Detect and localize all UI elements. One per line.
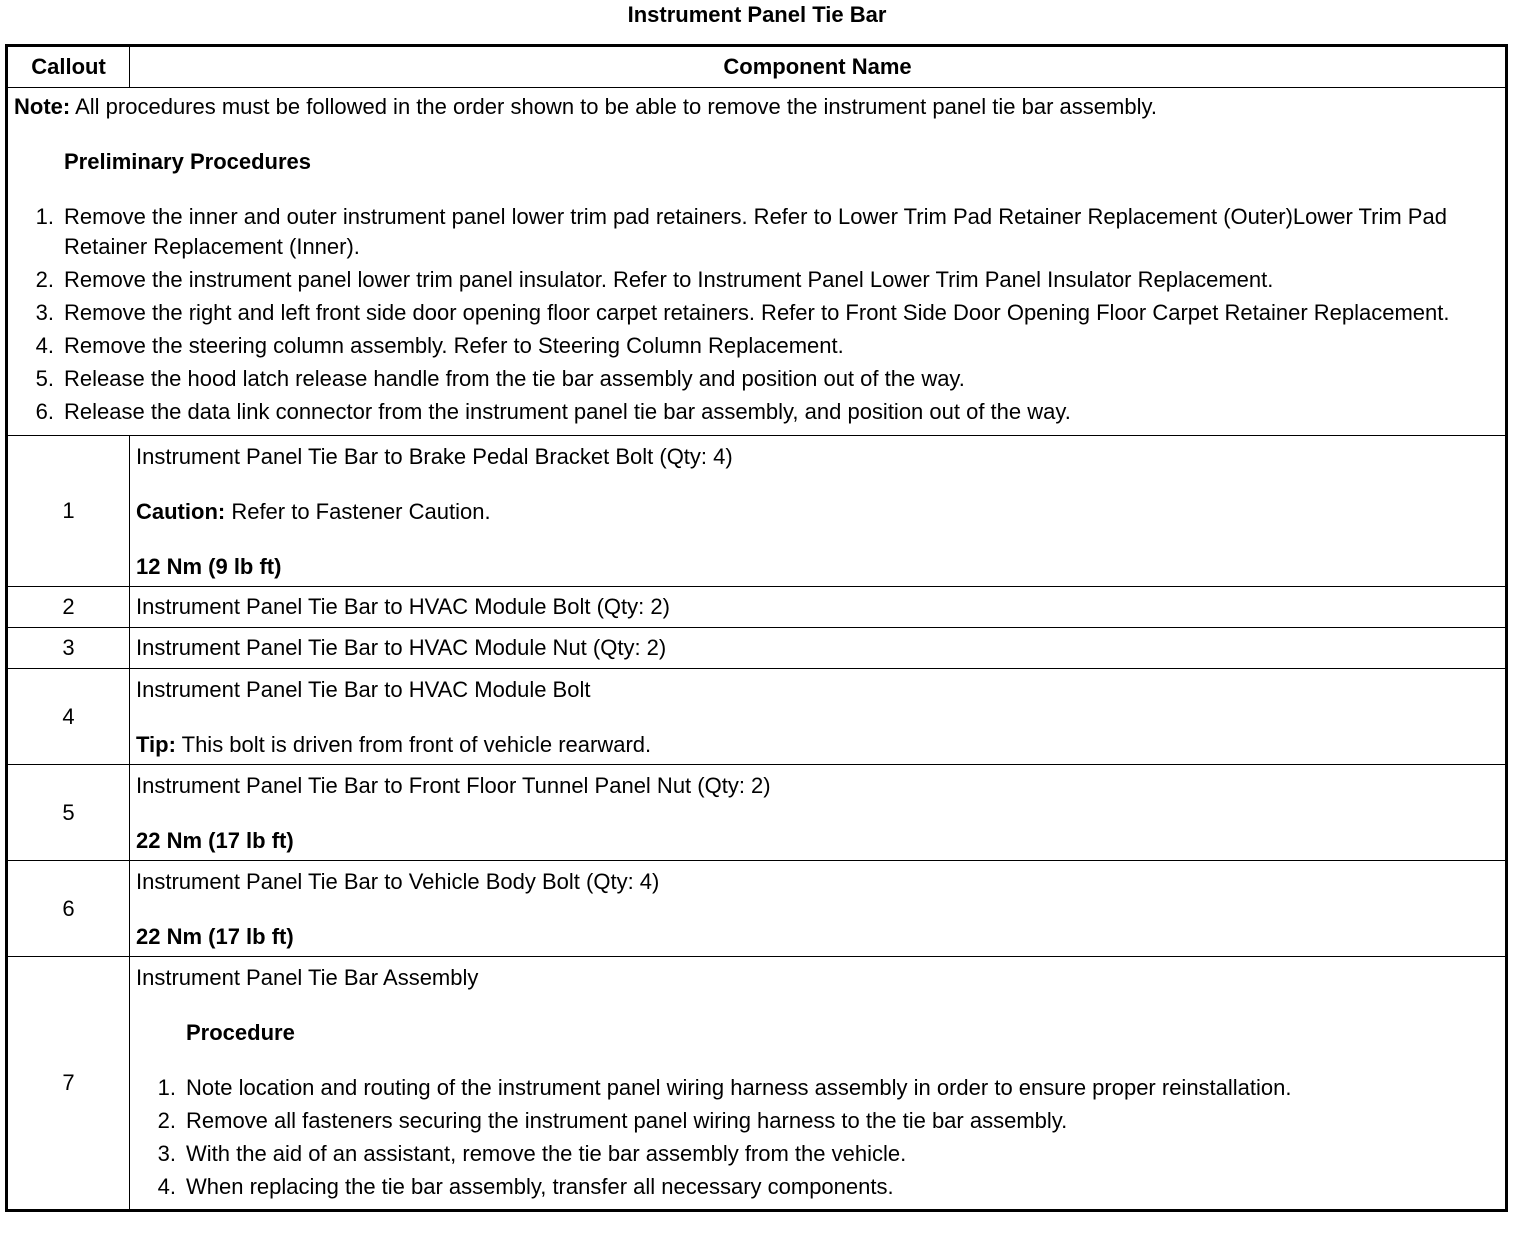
component-name: Instrument Panel Tie Bar to Front Floor Tunnel Panel Nut (Qty: 2) [136, 773, 771, 798]
table-row [7, 861, 1507, 957]
procedure-heading: Procedure [186, 1020, 295, 1045]
component-name: Instrument Panel Tie Bar to Brake Pedal Bracket Bolt (Qty: 4) [136, 444, 733, 469]
component-cell [130, 957, 1507, 1211]
list-item [14, 364, 1499, 394]
step-text: Release the data link connector from the instrument panel tie bar assembly, and position out of the way. [64, 399, 1071, 424]
callout-cell: 1 [7, 436, 130, 587]
caution-note [136, 497, 1499, 527]
step-number: 4. [35, 333, 54, 358]
component-name: Instrument Panel Tie Bar Assembly [136, 965, 479, 990]
step-text: Remove the instrument panel lower trim panel insulator. Refer to Instrument Panel Lower Trim Panel Insulator Replacement. [64, 267, 1274, 292]
list-item [136, 1073, 1499, 1103]
step-number: 3. [35, 300, 54, 325]
component-cell [130, 669, 1507, 765]
component-cell [130, 765, 1507, 861]
torque-spec: 22 Nm (17 lb ft) [136, 828, 294, 853]
callout-cell: 2 [7, 587, 130, 628]
table-header-row [7, 46, 1507, 88]
callout-cell: 6 [7, 861, 130, 957]
component-column-header: Component Name [130, 46, 1507, 88]
list-item [136, 1106, 1499, 1136]
table-row [7, 765, 1507, 861]
caution-label: Caution: [136, 499, 226, 524]
preliminary-steps-list [14, 202, 1499, 427]
list-item [14, 397, 1499, 427]
step-text: Remove the inner and outer instrument panel lower trim pad retainers. Refer to Lower Trim Pad Retainer Replacement (Outer)Lower Trim Pad Retainer Replacement (Inner). [64, 204, 1447, 259]
note-row [7, 88, 1507, 436]
callout-cell: 5 [7, 765, 130, 861]
table-row [7, 669, 1507, 765]
table-row [7, 628, 1507, 669]
list-item [14, 202, 1499, 262]
component-cell [130, 628, 1507, 669]
step-text: With the aid of an assistant, remove the tie bar assembly from the vehicle. [186, 1141, 907, 1166]
note-text: All procedures must be followed in the order shown to be able to remove the instrument panel tie bar assembly. [70, 94, 1157, 119]
step-text: Release the hood latch release handle from the tie bar assembly and position out of the way. [64, 366, 965, 391]
step-number: 3. [157, 1141, 176, 1166]
torque-spec: 22 Nm (17 lb ft) [136, 924, 294, 949]
component-name: Instrument Panel Tie Bar to HVAC Module Nut (Qty: 2) [136, 635, 667, 660]
note-label: Note: [14, 94, 71, 119]
tip-label: Tip: [136, 732, 176, 757]
component-table [5, 44, 1508, 1212]
procedure-steps-list [136, 1073, 1499, 1202]
step-number: 1. [35, 204, 54, 229]
list-item [136, 1172, 1499, 1202]
list-item [14, 265, 1499, 295]
list-item [14, 331, 1499, 361]
component-cell [130, 587, 1507, 628]
list-item [136, 1139, 1499, 1169]
component-name: Instrument Panel Tie Bar to Vehicle Body Bolt (Qty: 4) [136, 869, 660, 894]
component-cell [130, 861, 1507, 957]
preliminary-procedures-heading: Preliminary Procedures [64, 149, 312, 174]
tip-note [136, 730, 1499, 760]
step-text: When replacing the tie bar assembly, transfer all necessary components. [186, 1174, 894, 1199]
callout-column-header: Callout [7, 46, 130, 88]
table-row [7, 957, 1507, 1211]
list-item [14, 298, 1499, 328]
note-cell [7, 88, 1507, 436]
step-text: Remove the right and left front side door opening floor carpet retainers. Refer to Front Side Door Opening Floor Carpet Retainer Replacement. [64, 300, 1450, 325]
tip-text: This bolt is driven from front of vehicle rearward. [175, 732, 652, 757]
document-title: Instrument Panel Tie Bar [627, 2, 887, 27]
component-name: Instrument Panel Tie Bar to HVAC Module Bolt (Qty: 2) [136, 594, 670, 619]
step-number: 5. [35, 366, 54, 391]
step-text: Remove all fasteners securing the instrument panel wiring harness to the tie bar assembly. [186, 1108, 1068, 1133]
table-row [7, 436, 1507, 587]
step-number: 6. [35, 399, 54, 424]
step-number: 4. [157, 1174, 176, 1199]
torque-spec: 12 Nm (9 lb ft) [136, 554, 282, 579]
callout-cell: 7 [7, 957, 130, 1211]
component-cell [130, 436, 1507, 587]
step-number: 2. [157, 1108, 176, 1133]
callout-cell: 3 [7, 628, 130, 669]
callout-cell: 4 [7, 669, 130, 765]
caution-text: Refer to Fastener Caution. [225, 499, 491, 524]
note-paragraph [14, 92, 1499, 122]
step-number: 1. [157, 1075, 176, 1100]
step-number: 2. [35, 267, 54, 292]
table-row [7, 587, 1507, 628]
step-text: Note location and routing of the instrument panel wiring harness assembly in order to ensure proper reinstallation. [186, 1075, 1292, 1100]
step-text: Remove the steering column assembly. Refer to Steering Column Replacement. [64, 333, 844, 358]
component-name: Instrument Panel Tie Bar to HVAC Module Bolt [136, 677, 591, 702]
